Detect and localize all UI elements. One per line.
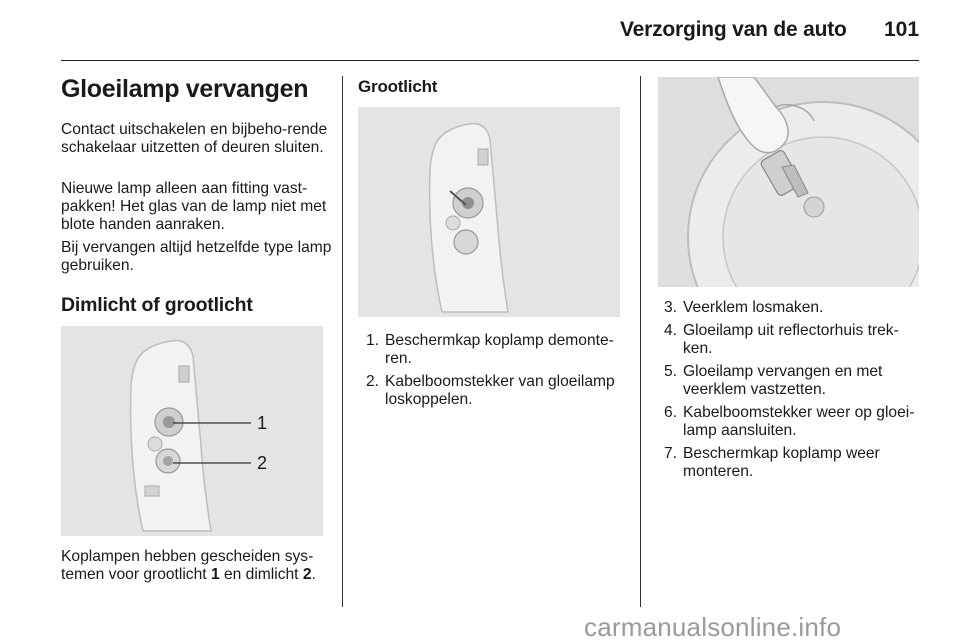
list-item: 6. Kabelboomstekker weer op gloei-lamp aansluiten. xyxy=(664,404,915,439)
list-item: 7. Beschermkap koplamp weer monteren. xyxy=(664,445,880,480)
column-divider-left xyxy=(342,76,343,607)
list-item: 4. Gloeilamp uit reflectorhuis trek-ken. xyxy=(664,322,899,357)
intro-paragraph-1: Contact uitschakelen en bijbeho-rende schakelaar uitzetten of deuren sluiten. xyxy=(61,121,328,156)
figure-label-2: 2 xyxy=(257,453,268,473)
subsection-title-dimlicht: Dimlicht of grootlicht xyxy=(61,294,253,316)
column-divider-right xyxy=(640,76,641,607)
list-item: 1. Beschermkap koplamp demonte-ren. xyxy=(366,332,614,367)
intro-paragraph-2: Nieuwe lamp alleen aan fitting vast-pakken! Het glas van de lamp niet met blote handen aanraken. xyxy=(61,180,327,233)
steps-list-continued xyxy=(658,299,926,486)
figure-label-1: 1 xyxy=(257,413,268,433)
section-title: Gloeilamp vervangen xyxy=(61,75,309,103)
page-number: 101 xyxy=(884,18,920,41)
watermark-text: carmanualsonline.info xyxy=(584,612,842,642)
caption-dimlicht-number: 2 xyxy=(302,566,312,583)
caption-grootlicht-number: 1 xyxy=(210,566,220,583)
intro-paragraph-3: Bij vervangen altijd hetzelfde type lamp gebruiken. xyxy=(61,239,332,274)
headlamp-rear-figure xyxy=(61,326,323,536)
dimlicht-caption: Koplampen hebben gescheiden sys-temen voor grootlicht 1 en dimlicht 2. xyxy=(61,548,316,583)
running-header-title: Verzorging van de auto xyxy=(620,18,847,41)
subsection-title-grootlicht: Grootlicht xyxy=(358,77,438,96)
list-item: 5. Gloeilamp vervangen en met veerklem vastzetten. xyxy=(664,363,883,398)
list-item: 3. Veerklem losmaken. xyxy=(664,299,824,316)
steps-list-grootlicht xyxy=(360,332,622,414)
list-item: 2. Kabelboomstekker van gloeilamp loskoppelen. xyxy=(366,373,615,408)
headlamp-connector-figure xyxy=(358,107,620,317)
header-rule xyxy=(61,60,919,61)
bulb-removal-figure xyxy=(658,77,919,287)
